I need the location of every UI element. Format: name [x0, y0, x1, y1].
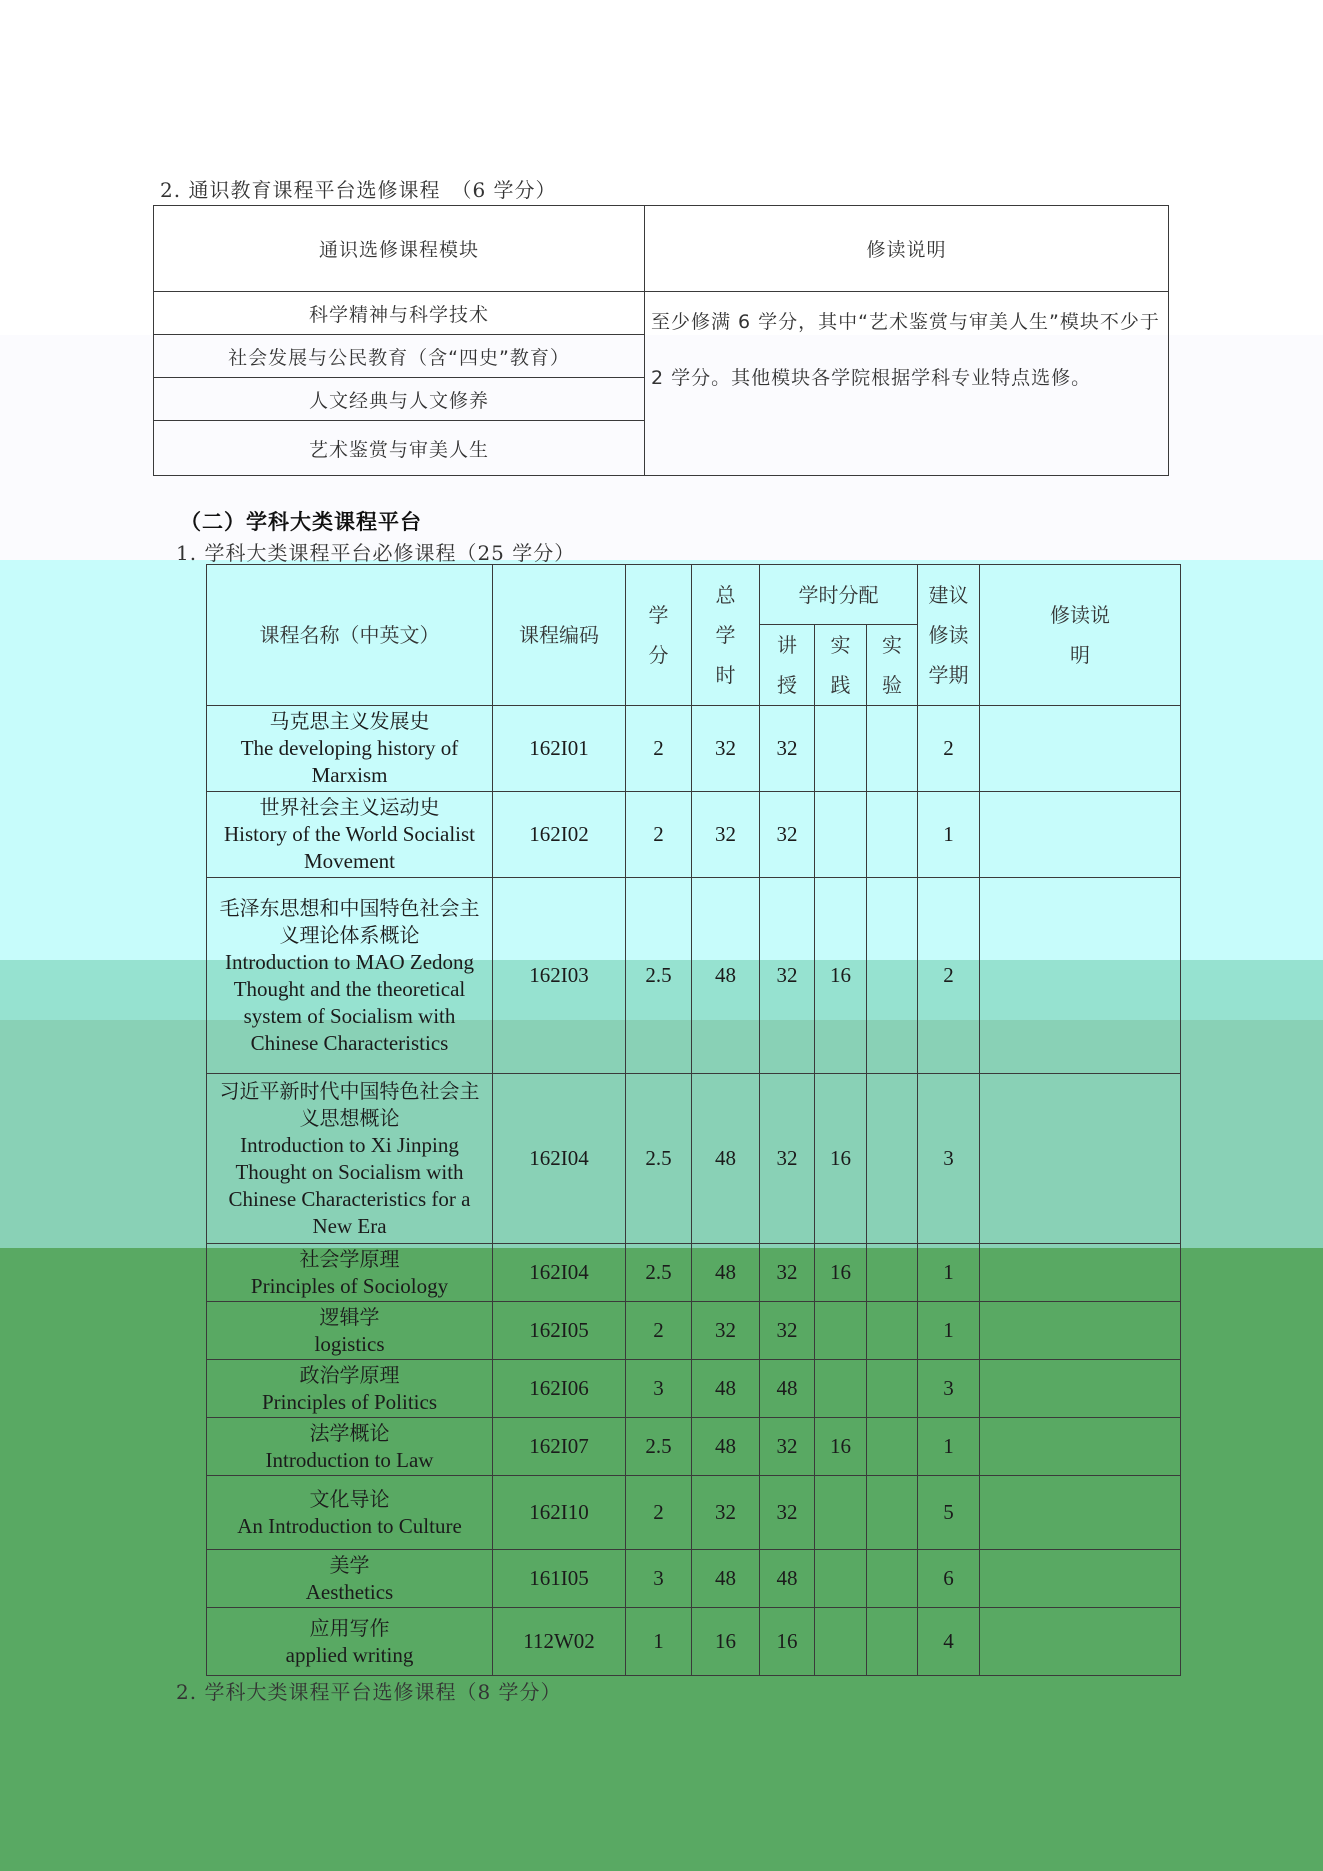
hours-cell: 48 [692, 1074, 760, 1244]
credit-cell: 2 [626, 706, 692, 792]
lecture-hours-cell: 32 [760, 1418, 815, 1476]
note-cell [980, 1476, 1181, 1550]
practice-hours-cell [815, 1608, 867, 1676]
credit-cell: 3 [626, 1550, 692, 1608]
col-header-practice: 实践 [815, 625, 867, 706]
col-header-distribution: 学时分配 [760, 565, 918, 625]
note-cell [980, 792, 1181, 878]
note-cell [980, 1608, 1181, 1676]
col-header-note: 修读说明 [980, 565, 1181, 706]
experiment-hours-cell [867, 1476, 918, 1550]
course-name-cn: 毛泽东思想和中国特色社会主义理论体系概论 [219, 895, 480, 947]
term-cell: 1 [918, 1302, 980, 1360]
lecture-hours-cell: 32 [760, 878, 815, 1074]
experiment-hours-cell [867, 1302, 918, 1360]
ge-elective-table [153, 205, 1169, 476]
experiment-hours-cell [867, 878, 918, 1074]
ge-module: 艺术鉴赏与审美人生 [154, 421, 645, 476]
term-cell: 6 [918, 1550, 980, 1608]
course-name-cn: 应用写作 [309, 1615, 390, 1640]
note-cell [980, 1418, 1181, 1476]
col-header-term: 建议修读学期 [918, 565, 980, 706]
hours-cell: 32 [692, 706, 760, 792]
course-code: 162I06 [493, 1360, 626, 1418]
hours-cell: 16 [692, 1608, 760, 1676]
col-header-experiment: 实验 [867, 625, 918, 706]
lecture-hours-cell: 32 [760, 1244, 815, 1302]
course-name-cell [207, 1418, 493, 1476]
table-row [207, 1418, 1181, 1476]
ge-note: 至少修满 6 学分，其中“艺术鉴赏与审美人生”模块不少于 2 学分。其他模块各学院根据学科专业特点选修。 [645, 292, 1169, 476]
note-cell [980, 1074, 1181, 1244]
col-header-name: 课程名称（中英文） [207, 565, 493, 706]
practice-hours-cell: 16 [815, 1244, 867, 1302]
course-code: 162I04 [493, 1074, 626, 1244]
lecture-hours-cell: 32 [760, 1302, 815, 1360]
credit-cell: 2 [626, 792, 692, 878]
hours-cell: 48 [692, 1244, 760, 1302]
experiment-hours-cell [867, 1360, 918, 1418]
experiment-hours-cell [867, 1608, 918, 1676]
course-name-cell [207, 878, 493, 1074]
practice-hours-cell [815, 792, 867, 878]
course-name-en: Principles of Politics [262, 1389, 437, 1414]
lecture-hours-cell: 48 [760, 1550, 815, 1608]
elective-courses-heading: 2. 学科大类课程平台选修课程（8 学分） [176, 1680, 562, 1704]
course-name-en: Introduction to MAO Zedong Thought and the theoretical system of Socialism with Chinese Characteristics [224, 949, 475, 1055]
ge-col-note: 修读说明 [645, 206, 1169, 292]
lecture-hours-cell: 32 [760, 706, 815, 792]
course-name-cell [207, 1608, 493, 1676]
ge-col-module: 通识选修课程模块 [154, 206, 645, 292]
ge-section-heading: 2. 通识教育课程平台选修课程 （6 学分） [160, 178, 557, 202]
credit-cell: 3 [626, 1360, 692, 1418]
table-row [207, 792, 1181, 878]
experiment-hours-cell [867, 1550, 918, 1608]
term-cell: 5 [918, 1476, 980, 1550]
note-cell [980, 1244, 1181, 1302]
lecture-hours-cell: 32 [760, 1074, 815, 1244]
experiment-hours-cell [867, 1418, 918, 1476]
course-name-en: Introduction to Xi Jinping Thought on Socialism with Chinese Characteristics for a New Era [228, 1132, 471, 1238]
term-cell: 3 [918, 1360, 980, 1418]
term-cell: 1 [918, 792, 980, 878]
credit-cell: 1 [626, 1608, 692, 1676]
term-cell: 4 [918, 1608, 980, 1676]
course-name-en: History of the World Socialist Movement [223, 822, 476, 873]
course-name-cell [207, 1302, 493, 1360]
course-name-en: Principles of Sociology [250, 1273, 449, 1298]
course-name-cn: 马克思主义发展史 [269, 709, 430, 733]
practice-hours-cell: 16 [815, 1418, 867, 1476]
course-name-cell [207, 1244, 493, 1302]
credit-cell: 2 [626, 1302, 692, 1360]
table-row [207, 1608, 1181, 1676]
hours-cell: 48 [692, 1418, 760, 1476]
required-courses-heading: 1. 学科大类课程平台必修课程（25 学分） [176, 541, 576, 565]
term-cell: 3 [918, 1074, 980, 1244]
col-header-code: 课程编码 [493, 565, 626, 706]
required-courses-table [206, 564, 1181, 1676]
lecture-hours-cell: 32 [760, 1476, 815, 1550]
credit-cell: 2.5 [626, 878, 692, 1074]
course-name-cell [207, 1074, 493, 1244]
course-name-cn: 法学概论 [309, 1420, 390, 1445]
note-cell [980, 1302, 1181, 1360]
course-name-cn: 逻辑学 [319, 1304, 380, 1329]
table-row [207, 1302, 1181, 1360]
note-cell [980, 1550, 1181, 1608]
course-code: 162I04 [493, 1244, 626, 1302]
course-name-en: An Introduction to Culture [237, 1513, 462, 1538]
note-cell [980, 878, 1181, 1074]
term-cell: 2 [918, 706, 980, 792]
course-name-cell [207, 1360, 493, 1418]
term-cell: 2 [918, 878, 980, 1074]
practice-hours-cell [815, 1302, 867, 1360]
hours-cell: 32 [692, 792, 760, 878]
ge-module: 科学精神与科学技术 [154, 292, 645, 335]
experiment-hours-cell [867, 792, 918, 878]
table-row [207, 1360, 1181, 1418]
table-row [207, 706, 1181, 792]
practice-hours-cell [815, 706, 867, 792]
lecture-hours-cell: 48 [760, 1360, 815, 1418]
course-name-en: The developing history of Marxism [240, 736, 459, 787]
course-code: 112W02 [493, 1608, 626, 1676]
course-name-cn: 政治学原理 [299, 1362, 400, 1387]
course-name-cn: 社会学原理 [299, 1246, 400, 1271]
hours-cell: 48 [692, 878, 760, 1074]
table-row [207, 878, 1181, 1074]
practice-hours-cell: 16 [815, 878, 867, 1074]
course-name-cell [207, 706, 493, 792]
ge-module: 人文经典与人文修养 [154, 378, 645, 421]
course-name-en: logistics [314, 1331, 385, 1356]
hours-cell: 32 [692, 1476, 760, 1550]
course-name-en: applied writing [285, 1642, 414, 1667]
experiment-hours-cell [867, 706, 918, 792]
table-row [207, 1074, 1181, 1244]
credit-cell: 2 [626, 1476, 692, 1550]
course-name-en: Aesthetics [305, 1579, 394, 1604]
note-cell [980, 706, 1181, 792]
hours-cell: 48 [692, 1550, 760, 1608]
course-code: 162I02 [493, 792, 626, 878]
lecture-hours-cell: 32 [760, 792, 815, 878]
hours-cell: 48 [692, 1360, 760, 1418]
term-cell: 1 [918, 1244, 980, 1302]
ge-module: 社会发展与公民教育（含“四史”教育） [154, 335, 645, 378]
course-code: 161I05 [493, 1550, 626, 1608]
hours-cell: 32 [692, 1302, 760, 1360]
lecture-hours-cell: 16 [760, 1608, 815, 1676]
course-name-cell [207, 1550, 493, 1608]
experiment-hours-cell [867, 1244, 918, 1302]
table-header-row [207, 565, 1181, 625]
practice-hours-cell [815, 1550, 867, 1608]
credit-cell: 2.5 [626, 1074, 692, 1244]
term-cell: 1 [918, 1418, 980, 1476]
credit-cell: 2.5 [626, 1244, 692, 1302]
table-row [207, 1476, 1181, 1550]
ge-row [154, 292, 1169, 335]
note-cell [980, 1360, 1181, 1418]
course-code: 162I01 [493, 706, 626, 792]
col-header-credit: 学分 [626, 565, 692, 706]
course-code: 162I05 [493, 1302, 626, 1360]
course-rows [207, 706, 1181, 1676]
credit-cell: 2.5 [626, 1418, 692, 1476]
course-name-cell [207, 792, 493, 878]
practice-hours-cell [815, 1360, 867, 1418]
experiment-hours-cell [867, 1074, 918, 1244]
table-row [207, 1244, 1181, 1302]
course-name-cn: 世界社会主义运动史 [259, 795, 440, 819]
course-code: 162I10 [493, 1476, 626, 1550]
course-name-cn: 美学 [329, 1552, 370, 1577]
course-code: 162I07 [493, 1418, 626, 1476]
ge-header-row [154, 206, 1169, 292]
practice-hours-cell: 16 [815, 1074, 867, 1244]
course-name-en: Introduction to Law [265, 1447, 434, 1472]
col-header-hours: 总学时 [692, 565, 760, 706]
practice-hours-cell [815, 1476, 867, 1550]
course-name-cn: 习近平新时代中国特色社会主义思想概论 [219, 1078, 480, 1130]
course-code: 162I03 [493, 878, 626, 1074]
table-row [207, 1550, 1181, 1608]
section-title: （二）学科大类课程平台 [180, 509, 422, 534]
col-header-lecture: 讲授 [760, 625, 815, 706]
course-name-cell [207, 1476, 493, 1550]
course-name-cn: 文化导论 [309, 1486, 390, 1511]
